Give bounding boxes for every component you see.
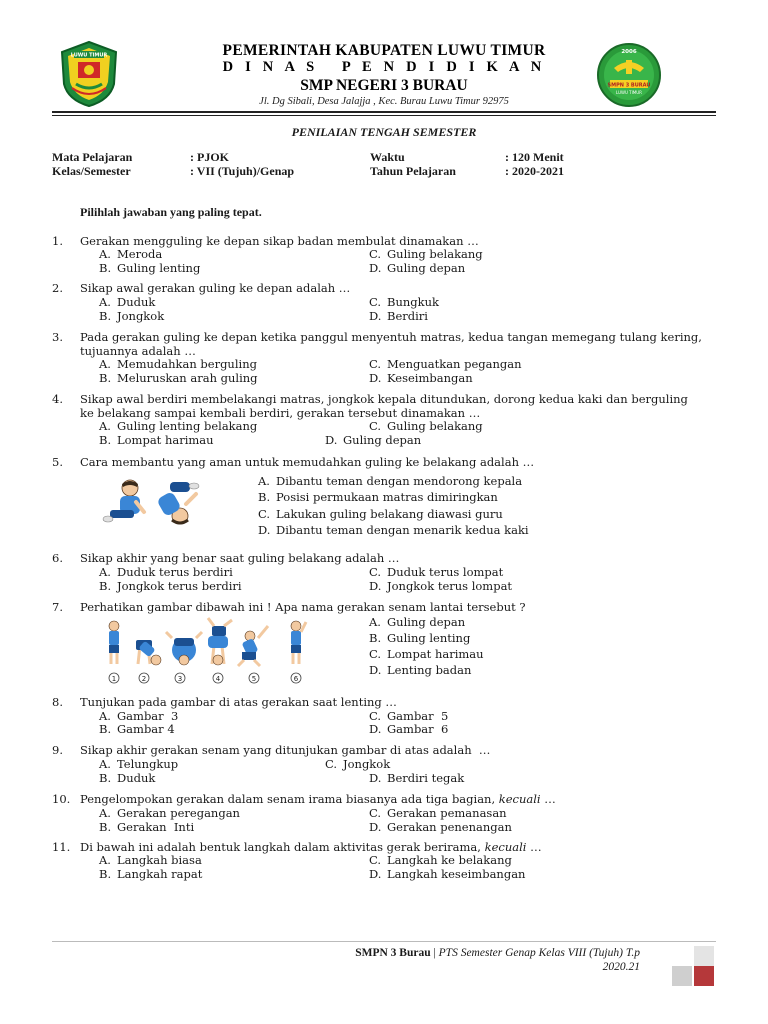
question-text: Tunjukan pada gambar di atas gerakan saat lenting … <box>80 695 397 709</box>
svg-text:2: 2 <box>141 675 147 683</box>
year-label: Tahun Pelajaran <box>370 164 456 178</box>
question-number: 7. <box>52 600 63 614</box>
svg-text:1: 1 <box>111 675 117 683</box>
option-d: D. Berdiri tegak <box>369 771 465 785</box>
option-a: A. Langkah biasa <box>99 853 202 867</box>
footer-school: SMPN 3 Burau <box>355 947 431 959</box>
gymnastics-sequence-illustration <box>100 616 320 688</box>
question-text-cont: tujuannya adalah … <box>80 344 196 358</box>
option-b: B. Posisi permukaan matras dimiringkan <box>258 490 498 504</box>
header-school: SMP NEGERI 3 BURAU <box>300 77 468 94</box>
question-text: Sikap awal gerakan guling ke depan adalah … <box>80 281 351 295</box>
question-number: 3. <box>52 330 63 344</box>
option-c: C. Duduk terus lompat <box>369 565 504 579</box>
option-d: D. Gerakan penenangan <box>369 820 512 834</box>
question-number: 9. <box>52 743 63 757</box>
option-c: C. Gambar 5 <box>369 709 449 723</box>
option-a: A. Duduk terus berdiri <box>99 565 233 579</box>
instruction: Pilihlah jawaban yang paling tepat. <box>80 205 262 219</box>
question-number: 11. <box>52 840 71 854</box>
footer-divider <box>52 941 716 942</box>
option-b: B. Guling lenting <box>369 631 471 645</box>
question-number: 8. <box>52 695 63 709</box>
question-number: 1. <box>52 234 63 248</box>
header-government: PEMERINTAH KABUPATEN LUWU TIMUR <box>222 42 546 59</box>
question-text: Pengelompokan gerakan dalam senam irama biasanya ada tiga bagian, kecuali … <box>80 792 556 806</box>
footer-year: 2020.21 <box>602 961 640 973</box>
subject-label: Mata Pelajaran <box>52 150 133 164</box>
footer-square-gray-top <box>694 946 714 966</box>
svg-text:4: 4 <box>215 675 221 683</box>
footer-text: SMPN 3 Burau | PTS Semester Genap Kelas VIII (Tujuh) T.p 2020.21 <box>355 947 640 973</box>
question-text: Gerakan mengguling ke depan sikap badan membulat dinamakan … <box>80 234 479 248</box>
year-value: : 2020-2021 <box>505 164 564 178</box>
backward-roll-illustration <box>100 476 210 530</box>
option-c: C. Lompat harimau <box>369 647 484 661</box>
header-rule-thick <box>52 111 716 113</box>
svg-text:5: 5 <box>251 675 257 683</box>
header-rule-thin <box>52 115 716 116</box>
option-d: D. Guling depan <box>369 261 466 275</box>
option-a: A. Meroda <box>99 247 163 261</box>
option-c: C. Jongkok <box>325 757 391 771</box>
option-c: C. Menguatkan pegangan <box>369 357 522 371</box>
question-text: Sikap awal berdiri membelakangi matras, jongkok kepala ditundukan, dorong kedua kaki dan berguling <box>80 392 688 406</box>
svg-text:LUWU TIMUR: LUWU TIMUR <box>616 90 642 95</box>
option-c: C. Guling belakang <box>369 419 483 433</box>
option-b: B. Duduk <box>99 771 156 785</box>
footer-square-red <box>694 966 714 986</box>
option-c: C. Bungkuk <box>369 295 439 309</box>
class-label: Kelas/Semester <box>52 164 131 178</box>
option-d: D. Jongkok terus lompat <box>369 579 513 593</box>
option-a: A. Gerakan peregangan <box>99 806 240 820</box>
option-b: B. Langkah rapat <box>99 867 203 881</box>
option-a: A. Guling depan <box>369 615 466 629</box>
option-d: D. Gambar 6 <box>369 722 449 736</box>
exam-title: PENILAIAN TENGAH SEMESTER <box>291 125 477 139</box>
option-a: A. Memudahkan berguling <box>99 357 257 371</box>
header-address: Jl. Dg Sibali, Desa Jalajja , Kec. Burau Luwu Timur 92975 <box>259 96 509 107</box>
question-number: 4. <box>52 392 63 406</box>
option-a: A. Dibantu teman dengan mendorong kepala <box>258 474 523 488</box>
question-text: Sikap akhir gerakan senam yang ditunjukan gambar di atas adalah … <box>80 743 491 757</box>
option-d: D. Dibantu teman dengan menarik kedua kaki <box>258 523 529 537</box>
option-d: D. Guling depan <box>325 433 422 447</box>
option-a: A. Duduk <box>99 295 156 309</box>
question-number: 5. <box>52 455 63 469</box>
question-text-cont: ke belakang sampai kembali berdiri, gerakan tersebut dinamakan … <box>80 406 481 420</box>
option-c: C. Gerakan pemanasan <box>369 806 507 820</box>
question-text: Di bawah ini adalah bentuk langkah dalam aktivitas gerak berirama, kecuali … <box>80 840 542 854</box>
option-b: B. Guling lenting <box>99 261 201 275</box>
option-a: A. Gambar 3 <box>99 709 179 723</box>
option-c: C. Lakukan guling belakang diawasi guru <box>258 507 503 521</box>
time-label: Waktu <box>370 150 405 164</box>
svg-text:3: 3 <box>177 675 183 683</box>
question-text: Perhatikan gambar dibawah ini ! Apa nama gerakan senam lantai tersebut ? <box>80 600 526 614</box>
option-b: B. Lompat harimau <box>99 433 214 447</box>
svg-text:6: 6 <box>293 675 299 683</box>
option-b: B. Jongkok <box>99 309 165 323</box>
option-b: B. Gerakan Inti <box>99 820 195 834</box>
class-value: : VII (Tujuh)/Genap <box>190 164 295 178</box>
question-text: Cara membantu yang aman untuk memudahkan guling ke belakang adalah … <box>80 455 535 469</box>
subject-value: : PJOK <box>190 150 229 164</box>
footer-desc: PTS Semester Genap Kelas VIII (Tujuh) T.p <box>438 947 640 959</box>
header-department: D I N A S P E N D I D I K A N <box>222 59 546 75</box>
question-number: 10. <box>52 792 71 806</box>
question-number: 6. <box>52 551 63 565</box>
svg-text:2006: 2006 <box>621 49 637 55</box>
option-b: B. Jongkok terus berdiri <box>99 579 242 593</box>
svg-text:SMPN 3 BURAU: SMPN 3 BURAU <box>607 82 651 89</box>
question-text: Pada gerakan guling ke depan ketika panggul menyentuh matras, kedua tangan memegang tulang kering, <box>80 330 702 344</box>
option-d: D. Langkah keseimbangan <box>369 867 526 881</box>
option-d: D. Berdiri <box>369 309 428 323</box>
footer-square-gray-bottom <box>672 966 692 986</box>
option-b: B. Meluruskan arah guling <box>99 371 258 385</box>
option-a: A. Guling lenting belakang <box>99 419 258 433</box>
option-d: D. Keseimbangan <box>369 371 473 385</box>
option-b: B. Gambar 4 <box>99 722 175 736</box>
question-number: 2. <box>52 281 63 295</box>
option-a: A. Telungkup <box>99 757 179 771</box>
option-c: C. Langkah ke belakang <box>369 853 512 867</box>
option-d: D. Lenting badan <box>369 663 472 677</box>
option-c: C. Guling belakang <box>369 247 483 261</box>
time-value: : 120 Menit <box>505 150 564 164</box>
svg-text:LUWU TIMUR: LUWU TIMUR <box>70 52 108 59</box>
question-text: Sikap akhir yang benar saat guling belakang adalah … <box>80 551 400 565</box>
